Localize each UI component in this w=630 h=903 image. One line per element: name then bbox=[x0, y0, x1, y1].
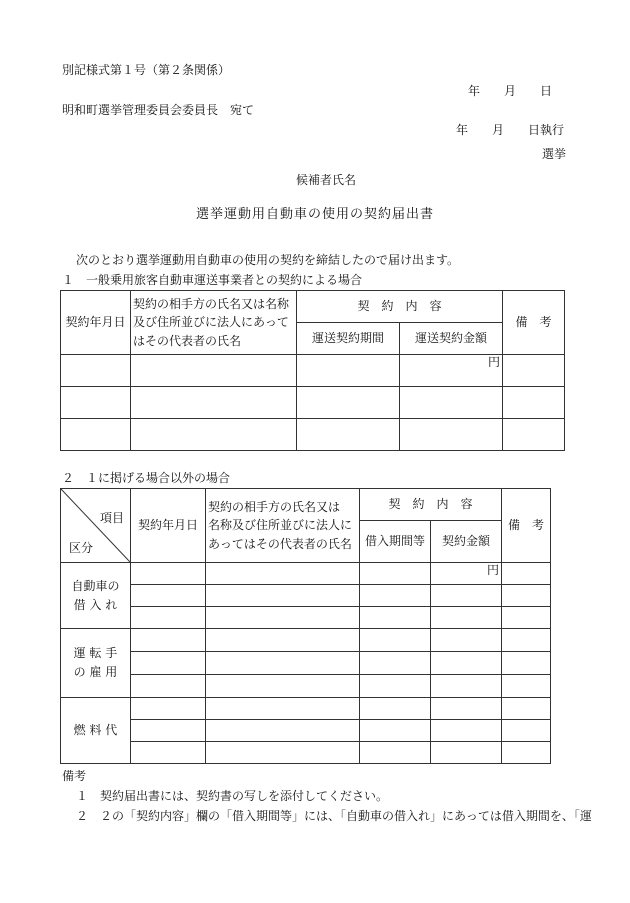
col-contract-contents: 契 約 内 容 bbox=[360, 489, 502, 521]
table-row bbox=[61, 675, 551, 698]
col-contract-contents: 契 約 内 容 bbox=[297, 291, 503, 323]
form-number: 別記様式第１号（第２条関係） bbox=[62, 63, 231, 77]
candidate-name-label: 候補者氏名 bbox=[296, 173, 357, 187]
row-driver-hire: 運 転 手 の 雇 用 bbox=[61, 629, 131, 698]
col-amount: 契約金額 bbox=[431, 521, 502, 563]
table-row bbox=[61, 698, 551, 720]
col-contract-date: 契約年月日 bbox=[61, 291, 131, 355]
corner-cell bbox=[61, 489, 131, 563]
table-row bbox=[61, 742, 551, 764]
section1-table bbox=[60, 290, 565, 451]
yen-unit: 円 bbox=[431, 563, 502, 585]
corner-class-label: 区分 bbox=[69, 541, 94, 556]
addressee: 明和町選挙管理委員会委員長 宛て bbox=[62, 103, 255, 117]
intro-text: 次のとおり選挙運動用自動車の使用の契約を締結したので届け出ます。 bbox=[76, 253, 460, 267]
table-row bbox=[61, 419, 565, 451]
col-counterparty: 契約の相手方の氏名又は名称 及び住所並びに法人にあって はその代表者の氏名 bbox=[131, 291, 297, 355]
corner-item-label: 項目 bbox=[99, 511, 124, 525]
table-row bbox=[61, 629, 551, 652]
section2-heading: ２ １に掲げる場合以外の場合 bbox=[62, 471, 231, 485]
table-row bbox=[61, 585, 551, 607]
table-row bbox=[61, 720, 551, 742]
col-rental-period: 借入期間等 bbox=[360, 521, 431, 563]
row-fuel-cost: 燃 料 代 bbox=[61, 698, 131, 764]
document-title: 選挙運動用自動車の使用の契約届出書 bbox=[196, 207, 435, 222]
submission-date: 年 月 日 bbox=[468, 84, 553, 98]
election-name: 選挙 bbox=[542, 147, 567, 161]
col-remarks: 備 考 bbox=[502, 489, 551, 563]
section1-heading: １ 一般乗用旅客自動車運送事業者との契約による場合 bbox=[62, 273, 363, 287]
yen-unit: 円 bbox=[400, 355, 503, 387]
table-row bbox=[61, 652, 551, 675]
table-row bbox=[61, 355, 565, 387]
section2-table bbox=[60, 488, 551, 764]
col-transport-amount: 運送契約金額 bbox=[400, 323, 503, 355]
notes-heading: 備考 bbox=[62, 769, 87, 783]
note-1: １ 契約届出書には、契約書の写しを添付してください。 bbox=[76, 789, 389, 803]
col-contract-date: 契約年月日 bbox=[131, 489, 206, 563]
table-row bbox=[61, 607, 551, 629]
table-row bbox=[61, 387, 565, 419]
col-transport-period: 運送契約期間 bbox=[297, 323, 400, 355]
note-2: ２ ２の「契約内容」欄の「借入期間等」には、「自動車の借入れ」にあっては借入期間を、「運 bbox=[76, 809, 592, 823]
election-date: 年 月 日執行 bbox=[456, 123, 565, 137]
col-counterparty: 契約の相手方の氏名又は 名称及び住所並びに法人に あってはその代表者の氏名 bbox=[206, 489, 360, 563]
col-remarks: 備 考 bbox=[503, 291, 565, 355]
row-car-rental: 自動車の 借 入 れ bbox=[61, 563, 131, 629]
table-row bbox=[61, 563, 551, 585]
